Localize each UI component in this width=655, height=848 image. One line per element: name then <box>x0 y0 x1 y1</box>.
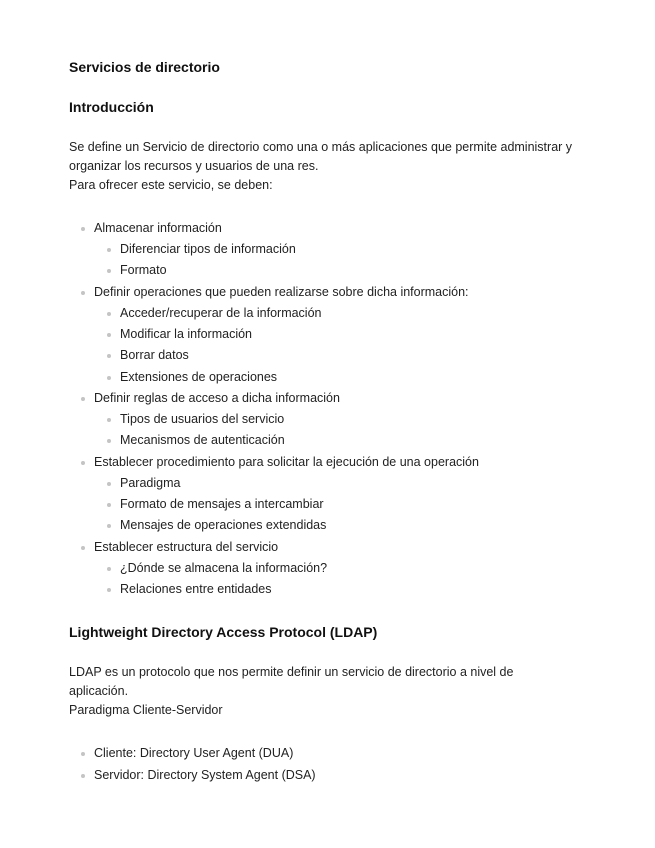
sub-list-item: Mecanismos de autenticación <box>120 433 285 447</box>
ldap-paragraph-line-1: LDAP es un protocolo que nos permite definir un servicio de directorio a nivel de <box>69 665 514 679</box>
list-item: Establecer estructura del servicio <box>94 540 279 554</box>
intro-paragraph-line-3: Para ofrecer este servicio, se deben: <box>69 178 273 192</box>
bullet-dot <box>107 248 111 252</box>
sub-list-item: Modificar la información <box>120 327 252 341</box>
bullet-dot <box>81 774 85 778</box>
bullet-dot <box>107 333 111 337</box>
list-item: Establecer procedimiento para solicitar la ejecución de una operación <box>94 455 479 469</box>
bullet-dot <box>107 354 111 358</box>
bullet-dot <box>107 588 111 592</box>
bullet-dot <box>107 482 111 486</box>
bullet-dot <box>107 418 111 422</box>
intro-paragraph-line-2: organizar los recursos y usuarios de una res. <box>69 159 319 173</box>
sub-list-item: Acceder/recuperar de la información <box>120 306 322 320</box>
sub-list-item: Formato <box>120 263 167 277</box>
bullet-dot <box>107 567 111 571</box>
section-heading-ldap: Lightweight Directory Access Protocol (LDAP) <box>69 624 378 640</box>
bullet-dot <box>107 269 111 273</box>
sub-list-item: Borrar datos <box>120 348 189 362</box>
list-item: Cliente: Directory User Agent (DUA) <box>94 746 294 760</box>
bullet-dot <box>107 312 111 316</box>
sub-list-item: Formato de mensajes a intercambiar <box>120 497 324 511</box>
sub-list-item: Relaciones entre entidades <box>120 582 272 596</box>
bullet-dot <box>81 291 85 295</box>
sub-list-item: ¿Dónde se almacena la información? <box>120 561 328 575</box>
bullet-dot <box>81 461 85 465</box>
bullet-dot <box>107 376 111 380</box>
bullet-dot <box>81 397 85 401</box>
sub-list-item: Tipos de usuarios del servicio <box>120 412 285 426</box>
bullet-dot <box>81 227 85 231</box>
bullet-dot <box>107 439 111 443</box>
ldap-paragraph-line-2: aplicación. <box>69 684 129 698</box>
sub-list-item: Paradigma <box>120 476 181 490</box>
sub-list-item: Mensajes de operaciones extendidas <box>120 518 327 532</box>
list-item: Definir reglas de acceso a dicha información <box>94 391 340 405</box>
list-item: Servidor: Directory System Agent (DSA) <box>94 768 316 782</box>
bullet-dot <box>81 546 85 550</box>
bullet-dot <box>107 503 111 507</box>
ldap-paragraph-line-3: Paradigma Cliente-Servidor <box>69 703 223 717</box>
list-item: Almacenar información <box>94 221 222 235</box>
sub-list-item: Diferenciar tipos de información <box>120 242 296 256</box>
sub-list-item: Extensiones de operaciones <box>120 370 278 384</box>
list-item: Definir operaciones que pueden realizarse sobre dicha información: <box>94 285 469 299</box>
intro-paragraph-line-1: Se define un Servicio de directorio como una o más aplicaciones que permite administrar y <box>69 140 573 154</box>
document-title: Servicios de directorio <box>69 59 220 75</box>
bullet-dot <box>81 752 85 756</box>
section-heading-introduccion: Introducción <box>69 99 154 115</box>
bullet-dot <box>107 524 111 528</box>
